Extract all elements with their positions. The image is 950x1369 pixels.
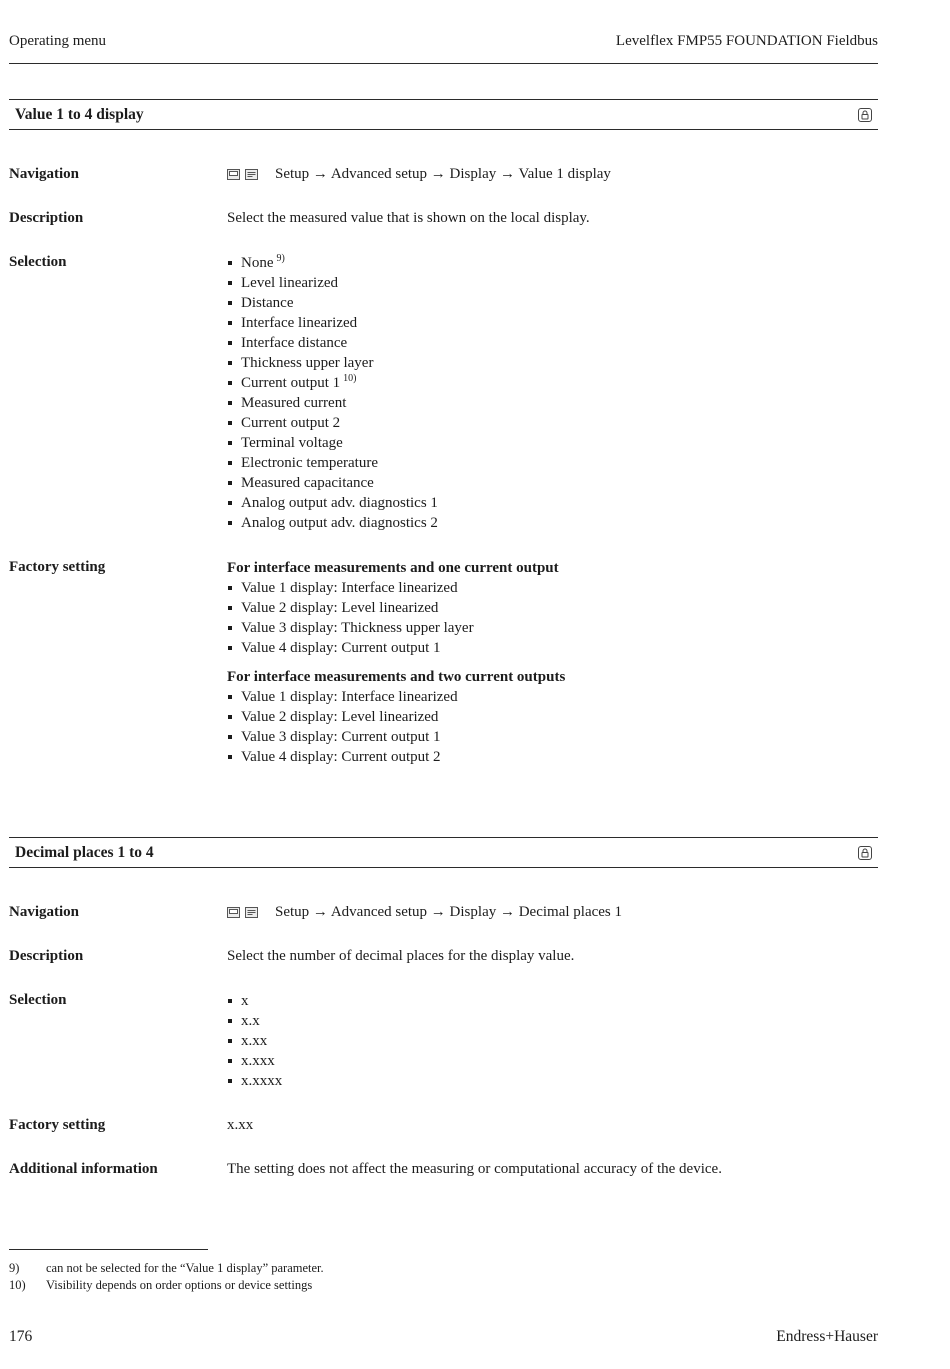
- list-item: [227, 513, 878, 533]
- operating-tool-icon: [245, 169, 258, 180]
- parameter-row: [9, 209, 878, 228]
- parameter-row: [9, 903, 878, 922]
- local-display-icon: [227, 907, 240, 918]
- list-item: [227, 333, 878, 353]
- parameter-row: [9, 947, 878, 966]
- list-item: [227, 618, 878, 638]
- row-content: [227, 1116, 878, 1135]
- bullet-list: [227, 253, 878, 533]
- list-item: [227, 433, 878, 453]
- list-item: [227, 353, 878, 373]
- list-item: [227, 293, 878, 313]
- row-label: Navigation: [9, 166, 80, 182]
- list-item-text: Thickness upper layer: [241, 355, 374, 371]
- parameter-row: [9, 253, 878, 533]
- footer-page-number: 176: [9, 1328, 33, 1345]
- navigation-text: Setup → Advanced setup → Display → Decimal places 1: [275, 904, 623, 920]
- parameter-row: [9, 991, 878, 1091]
- footnote-id: 10): [9, 1278, 26, 1292]
- list-item-text: Value 2 display: Level linearized: [241, 600, 439, 616]
- bullet-list: [227, 578, 878, 658]
- footnote-ref: 9): [276, 253, 285, 264]
- footnote-id: 9): [9, 1261, 20, 1275]
- parameter-section: [9, 99, 878, 767]
- list-item-text: Analog output adv. diagnostics 2: [241, 515, 438, 531]
- row-label: Additional information: [9, 1161, 158, 1177]
- list-item-text: None: [241, 255, 274, 271]
- row-content: [227, 253, 878, 533]
- navigation-path: [227, 903, 878, 922]
- row-content: [227, 991, 878, 1091]
- footnote-rule: [9, 1249, 208, 1250]
- list-item: [227, 578, 878, 598]
- lock-icon: [858, 108, 872, 122]
- list-item-text: x.xxx: [241, 1053, 275, 1069]
- section-rows: [9, 903, 878, 1179]
- list-item: [227, 393, 878, 413]
- factory-setting-group: [227, 667, 878, 767]
- footer-brand: Endress+Hauser: [776, 1328, 878, 1345]
- row-label: Selection: [9, 992, 67, 1008]
- list-item: [227, 598, 878, 618]
- list-item-text: Value 1 display: Interface linearized: [241, 689, 458, 705]
- list-item-text: Electronic temperature: [241, 455, 379, 471]
- list-item: [227, 747, 878, 767]
- list-item-text: Interface distance: [241, 335, 348, 351]
- navigation-icons: [227, 907, 258, 918]
- list-item: [227, 273, 878, 293]
- row-label: Factory setting: [9, 1117, 106, 1133]
- list-item: [227, 687, 878, 707]
- row-content: [227, 1160, 878, 1179]
- section-header-bar: [9, 99, 878, 130]
- section-rows: [9, 165, 878, 767]
- list-item-text: Value 1 display: Interface linearized: [241, 580, 458, 596]
- footnote-list: [9, 1260, 324, 1294]
- row-text: Select the number of decimal places for the display value.: [227, 948, 575, 964]
- list-item-text: Measured current: [241, 395, 347, 411]
- header-section-title: Operating menu: [9, 33, 107, 49]
- list-item-text: Current output 2: [241, 415, 341, 431]
- footnote: [9, 1260, 324, 1277]
- row-label: Selection: [9, 254, 67, 270]
- lock-icon: [858, 846, 872, 860]
- parameter-row: [9, 1160, 878, 1179]
- list-item: [227, 253, 878, 273]
- list-item: [227, 473, 878, 493]
- list-item: [227, 727, 878, 747]
- row-label: Description: [9, 948, 84, 964]
- list-item-text: Current output 1: [241, 375, 341, 391]
- footnote-text: Visibility depends on order options or device settings: [46, 1278, 313, 1292]
- list-item-text: Distance: [241, 295, 294, 311]
- list-item-text: x.xxxx: [241, 1073, 283, 1089]
- list-item-text: Value 4 display: Current output 2: [241, 749, 441, 765]
- section-title: Decimal places 1 to 4: [15, 844, 154, 861]
- navigation-icons: [227, 169, 258, 180]
- footnotes: [9, 1249, 324, 1294]
- list-item: [227, 373, 878, 393]
- row-content: [227, 165, 878, 184]
- list-item-text: Measured capacitance: [241, 475, 374, 491]
- list-item-text: Value 4 display: Current output 1: [241, 640, 441, 656]
- list-item: [227, 313, 878, 333]
- row-label: Description: [9, 210, 84, 226]
- list-item: [227, 991, 878, 1011]
- row-text: Select the measured value that is shown on the local display.: [227, 210, 590, 226]
- factory-setting-group: [227, 558, 878, 658]
- list-item: [227, 1031, 878, 1051]
- footnote: [9, 1277, 324, 1294]
- list-item: [227, 638, 878, 658]
- row-content: [227, 947, 878, 966]
- list-item-text: Level linearized: [241, 275, 339, 291]
- list-item: [227, 1071, 878, 1091]
- bullet-list: [227, 687, 878, 767]
- row-content: [227, 209, 878, 228]
- row-label: Factory setting: [9, 559, 106, 575]
- list-item: [227, 707, 878, 727]
- list-item-text: x.x: [241, 1013, 260, 1029]
- list-item: [227, 1051, 878, 1071]
- footnote-ref: 10): [343, 373, 357, 384]
- row-label: Navigation: [9, 904, 80, 920]
- group-heading: For interface measurements and one current output: [227, 560, 559, 576]
- list-item-text: Analog output adv. diagnostics 1: [241, 495, 438, 511]
- navigation-path: [227, 165, 878, 184]
- row-text: The setting does not affect the measuring or computational accuracy of the device.: [227, 1161, 722, 1177]
- list-item: [227, 413, 878, 433]
- list-item-text: Value 3 display: Current output 1: [241, 729, 441, 745]
- header-document-title: Levelflex FMP55 FOUNDATION Fieldbus: [615, 33, 878, 49]
- bullet-list: [227, 991, 878, 1091]
- list-item-text: x: [241, 993, 249, 1009]
- parameter-row: [9, 558, 878, 767]
- page-footer: [9, 1327, 878, 1346]
- list-item-text: Terminal voltage: [241, 435, 343, 451]
- list-item: [227, 453, 878, 473]
- group-heading: For interface measurements and two current outputs: [227, 669, 566, 685]
- row-content: [227, 903, 878, 922]
- parameter-row: [9, 165, 878, 184]
- parameter-row: [9, 1116, 878, 1135]
- footnote-text: can not be selected for the “Value 1 display” parameter.: [46, 1261, 324, 1275]
- local-display-icon: [227, 169, 240, 180]
- parameter-section: [9, 837, 878, 1179]
- list-item-text: Value 2 display: Level linearized: [241, 709, 439, 725]
- list-item: [227, 493, 878, 513]
- list-item-text: Interface linearized: [241, 315, 358, 331]
- list-item: [227, 1011, 878, 1031]
- parameter-sections: [9, 99, 878, 1179]
- list-item-text: Value 3 display: Thickness upper layer: [241, 620, 474, 636]
- row-text: x.xx: [227, 1117, 254, 1133]
- row-content: [227, 558, 878, 767]
- page-header: [9, 32, 878, 64]
- list-item-text: x.xx: [241, 1033, 268, 1049]
- section-header-bar: [9, 837, 878, 868]
- operating-tool-icon: [245, 907, 258, 918]
- section-title: Value 1 to 4 display: [15, 106, 144, 123]
- navigation-text: Setup → Advanced setup → Display → Value 1 display: [275, 166, 611, 182]
